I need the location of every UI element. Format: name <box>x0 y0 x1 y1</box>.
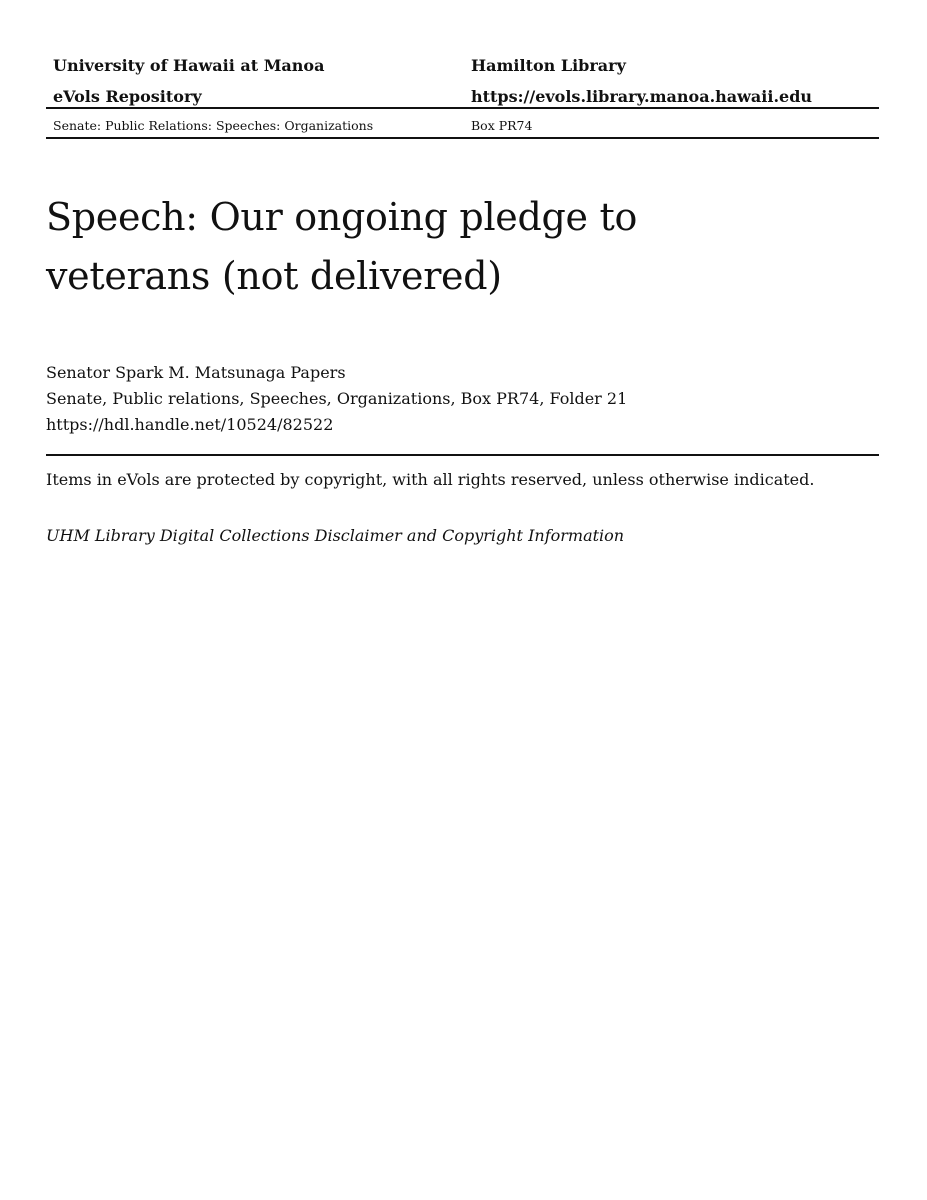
repository-url-link[interactable]: https://evols.library.manoa.hawaii.edu <box>471 87 813 106</box>
document-title <box>46 188 686 306</box>
library-name: Hamilton Library <box>471 56 626 75</box>
document-metadata <box>46 360 879 438</box>
header-row-2 <box>46 83 879 114</box>
header-divider-top <box>46 107 879 109</box>
metadata-divider <box>46 454 879 456</box>
repository-header <box>46 52 879 114</box>
document-title-line-2: veterans (not delivered) <box>46 254 502 298</box>
header-divider-bottom <box>46 137 879 139</box>
institution-name: University of Hawaii at Manoa <box>53 56 325 75</box>
collection-path: Senate: Public Relations: Speeches: Organizations <box>53 118 374 133</box>
header-row-1 <box>46 52 879 83</box>
collection-row <box>46 115 879 137</box>
document-title-line-1: Speech: Our ongoing pledge to <box>46 195 638 239</box>
repository-name: eVols Repository <box>53 87 202 106</box>
handle-link[interactable]: https://hdl.handle.net/10524/82522 <box>46 415 334 434</box>
papers-collection: Senator Spark M. Matsunaga Papers <box>46 363 346 382</box>
folder-location: Senate, Public relations, Speeches, Organizations, Box PR74, Folder 21 <box>46 389 628 408</box>
box-label: Box PR74 <box>471 118 533 133</box>
copyright-notice: Items in eVols are protected by copyright, with all rights reserved, unless otherwise indicated. <box>46 470 815 489</box>
disclaimer-link[interactable]: UHM Library Digital Collections Disclaimer and Copyright Information <box>46 526 625 545</box>
